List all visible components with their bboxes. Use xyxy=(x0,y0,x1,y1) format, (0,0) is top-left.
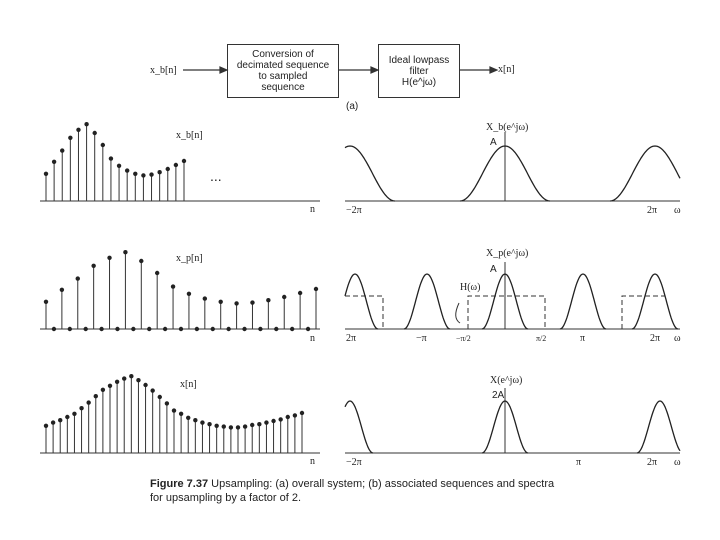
filter-block-line: filter xyxy=(409,65,429,77)
filter-label-pointer xyxy=(456,303,460,323)
row1-sample-dot xyxy=(117,164,121,168)
row3-sample-dot xyxy=(214,424,218,428)
conversion-block-line: sequence xyxy=(261,82,305,93)
row3-sample-dot xyxy=(72,412,76,416)
row2-sample-dot xyxy=(60,288,64,292)
row1-spec-label: X_b(e^jω) xyxy=(486,122,529,133)
caption-line-2: for upsampling by a factor of 2. xyxy=(150,492,302,504)
row1-sample-dot xyxy=(101,143,105,147)
row2-n-label: n xyxy=(310,333,315,344)
row2-sample-dot xyxy=(274,327,278,331)
row3-sample-dot xyxy=(58,418,62,422)
row3-sample-dot xyxy=(278,417,282,421)
row2-spec-amp: A xyxy=(490,264,497,275)
row2-sample-dot xyxy=(44,300,48,304)
row1-sample-dot xyxy=(133,172,137,176)
row3-sample-dot xyxy=(229,425,233,429)
row2-tick: π xyxy=(580,333,586,344)
row1-sample-dot xyxy=(93,131,97,135)
row2-sample-dot xyxy=(123,250,127,254)
row3-sample-dot xyxy=(136,378,140,382)
row2-sample-dot xyxy=(250,300,254,304)
sequence-stems xyxy=(44,122,318,453)
row3-sample-dot xyxy=(150,388,154,392)
spectra-curves xyxy=(345,146,680,453)
row2-spectrum-right xyxy=(560,274,606,329)
row3-sample-dot xyxy=(222,424,226,428)
row2-sample-dot xyxy=(99,327,103,331)
row2-sample-dot xyxy=(163,327,167,331)
row3-sample-dot xyxy=(172,408,176,412)
row3-sample-dot xyxy=(264,420,268,424)
output-arrowhead xyxy=(490,67,497,73)
row3-sample-dot xyxy=(207,422,211,426)
row2-sample-dot xyxy=(52,327,56,331)
row1-sample-dot xyxy=(109,156,113,160)
row3-sample-dot xyxy=(293,413,297,417)
filter-center xyxy=(468,296,545,329)
row3-spec-label: X(e^jω) xyxy=(490,375,523,386)
row2-spectrum-far-left xyxy=(345,274,378,329)
row2-tick: π/2 xyxy=(536,334,547,343)
filter-block-line: Ideal lowpass xyxy=(388,54,450,66)
row2-sample-dot xyxy=(139,259,143,263)
row1-n-label: n xyxy=(310,204,315,215)
row3-tick: −2π xyxy=(346,457,362,468)
row3-sample-dot xyxy=(122,376,126,380)
figure-caption xyxy=(150,477,554,505)
row3-sample-dot xyxy=(250,423,254,427)
row2-sample-dot xyxy=(115,327,119,331)
part-a-label: (a) xyxy=(346,101,359,112)
row2-sample-dot xyxy=(266,298,270,302)
row1-spec-amp: A xyxy=(490,137,497,148)
row1-sample-dot xyxy=(174,163,178,167)
row3-sample-dot xyxy=(286,415,290,419)
row2-tick: 2π xyxy=(650,333,661,344)
row3-sample-dot xyxy=(65,415,69,419)
row1-ellipsis: ... xyxy=(210,168,222,184)
row3-sample-dot xyxy=(108,384,112,388)
middle-arrowhead xyxy=(371,67,378,73)
row1-sample-dot xyxy=(157,170,161,174)
row2-sample-dot xyxy=(131,327,135,331)
row2-omega: ω xyxy=(674,333,681,344)
row3-sample-dot xyxy=(79,406,83,410)
row2-sample-dot xyxy=(234,301,238,305)
row1-sample-dot xyxy=(68,136,72,140)
row2-sample-dot xyxy=(290,327,294,331)
row1-seq-label: x_b[n] xyxy=(176,130,203,141)
row1-tick: 2π xyxy=(647,205,658,216)
output-signal-label: x[n] xyxy=(498,64,515,75)
row3-sample-dot xyxy=(243,424,247,428)
row1-sample-dot xyxy=(76,128,80,132)
row1-sample-dot xyxy=(166,167,170,171)
row3-sample-dot xyxy=(200,420,204,424)
row1-sample-dot xyxy=(52,160,56,164)
row1-sample-dot xyxy=(125,168,129,172)
input-signal-label: x_b[n] xyxy=(150,65,177,76)
row2-seq-label: x_p[n] xyxy=(176,253,203,264)
row2-sample-dot xyxy=(195,327,199,331)
row2-sample-dot xyxy=(226,327,230,331)
row3-sample-dot xyxy=(193,418,197,422)
figure-label: Figure 7.37 xyxy=(150,478,209,490)
row1-spectrum-left xyxy=(345,146,395,201)
row3-sample-dot xyxy=(94,394,98,398)
row2-filter-label: H(ω) xyxy=(460,282,481,293)
row2-tick: −π xyxy=(416,333,427,344)
row3-sample-dot xyxy=(158,395,162,399)
row1-sample-dot xyxy=(60,148,64,152)
row1-sample-dot xyxy=(44,172,48,176)
row1-sample-dot xyxy=(149,172,153,176)
row2-tick: 2π xyxy=(346,333,357,344)
caption-text: Upsampling: (a) overall system; (b) associated sequences and spectra xyxy=(211,478,555,490)
row2-sample-dot xyxy=(298,291,302,295)
row3-sample-dot xyxy=(300,411,304,415)
row3-spectrum-right xyxy=(637,401,680,453)
row1-sample-dot xyxy=(182,159,186,163)
caption-line-1 xyxy=(150,477,554,491)
row3-sample-dot xyxy=(186,416,190,420)
row3-sample-dot xyxy=(271,419,275,423)
row3-sample-dot xyxy=(101,388,105,392)
row2-sample-dot xyxy=(107,256,111,260)
row2-sample-dot xyxy=(84,327,88,331)
block-arrows xyxy=(183,67,497,73)
row2-sample-dot xyxy=(282,295,286,299)
row2-spec-label: X_p(e^jω) xyxy=(486,248,529,259)
input-arrowhead xyxy=(220,67,227,73)
row2-sample-dot xyxy=(179,327,183,331)
row3-sample-dot xyxy=(129,374,133,378)
row3-sample-dot xyxy=(86,400,90,404)
row3-sample-dot xyxy=(165,401,169,405)
row2-sample-dot xyxy=(155,271,159,275)
row3-sample-dot xyxy=(143,383,147,387)
row2-spectrum-far-right xyxy=(632,274,678,329)
row2-sample-dot xyxy=(203,296,207,300)
row3-sample-dot xyxy=(115,380,119,384)
row3-spectrum-left xyxy=(345,401,373,453)
filter-left xyxy=(345,296,383,329)
row1-sample-dot xyxy=(84,122,88,126)
filter-block-line: H(e^jω) xyxy=(401,76,437,88)
row3-sample-dot xyxy=(44,424,48,428)
row2-sample-dot xyxy=(147,327,151,331)
row2-tick: −π/2 xyxy=(456,334,471,343)
row2-sample-dot xyxy=(258,327,262,331)
row3-tick: π xyxy=(576,457,582,468)
row2-sample-dot xyxy=(211,327,215,331)
row3-seq-label: x[n] xyxy=(180,379,197,390)
row2-sample-dot xyxy=(187,292,191,296)
row3-sample-dot xyxy=(257,422,261,426)
row1-sample-dot xyxy=(141,173,145,177)
row2-sample-dot xyxy=(76,276,80,280)
row3-spec-amp: 2A xyxy=(492,390,505,401)
row3-sample-dot xyxy=(179,412,183,416)
row3-sample-dot xyxy=(236,425,240,429)
row2-sample-dot xyxy=(242,327,246,331)
row3-n-label: n xyxy=(310,456,315,467)
row2-spectrum-left xyxy=(404,274,450,329)
conversion-block-line: to sampled xyxy=(258,71,308,82)
row1-omega: ω xyxy=(674,205,681,216)
conversion-block-line: decimated sequence xyxy=(236,60,330,71)
row1-tick: −2π xyxy=(346,205,362,216)
row2-sample-dot xyxy=(314,287,318,291)
row2-sample-dot xyxy=(68,327,72,331)
row3-sample-dot xyxy=(51,420,55,424)
row2-sample-dot xyxy=(171,284,175,288)
row3-omega: ω xyxy=(674,457,681,468)
row3-tick: 2π xyxy=(647,457,658,468)
row2-sample-dot xyxy=(91,264,95,268)
row1-spectrum-right xyxy=(610,146,680,201)
row2-sample-dot xyxy=(306,327,310,331)
conversion-block-line: Conversion of xyxy=(252,49,314,60)
row2-sample-dot xyxy=(219,300,223,304)
